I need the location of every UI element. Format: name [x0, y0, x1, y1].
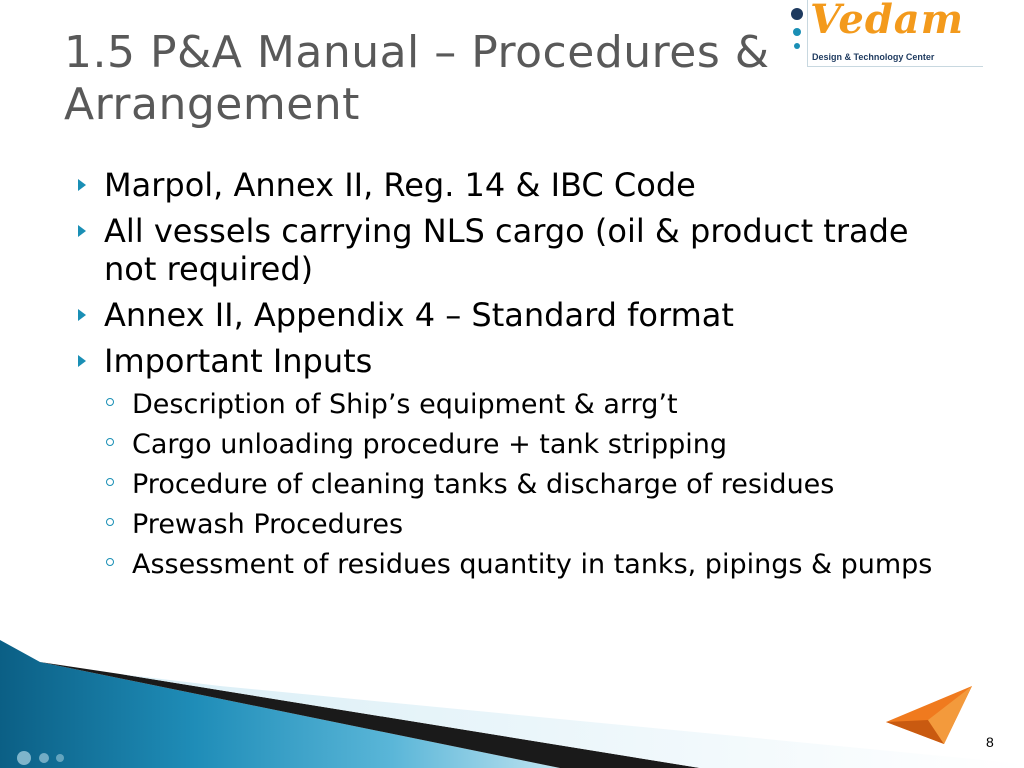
- triangle-bullet-icon: [78, 355, 86, 367]
- sub-bullet-text: Cargo unloading procedure + tank stripping: [132, 429, 728, 460]
- bullet-item: [70, 296, 970, 334]
- bullet-text: Annex II, Appendix 4 – Standard format: [104, 296, 734, 334]
- logo-divider-vertical: [807, 0, 808, 66]
- circle-bullet-icon: [106, 558, 114, 566]
- circle-bullet-icon: [106, 518, 114, 526]
- circle-bullet-icon: [106, 478, 114, 486]
- sub-bullet-item: [70, 428, 970, 462]
- triangle-bullet-icon: [78, 225, 86, 237]
- bullet-list: [70, 166, 970, 588]
- logo-dots-icon: [790, 6, 804, 66]
- sub-bullet-item: [70, 548, 970, 582]
- slide-title: 1.5 P&A Manual – Procedures & Arrangement: [64, 27, 770, 130]
- logo-tagline: Design & Technology Center: [812, 52, 935, 62]
- sub-bullet-item: [70, 388, 970, 422]
- logo-divider-horizontal: [807, 66, 983, 67]
- vedam-logo: [790, 0, 990, 72]
- bullet-text: Important Inputs: [104, 342, 373, 380]
- sub-bullet-text: Description of Ship’s equipment & arrg’t: [132, 389, 678, 420]
- paper-boat-icon: [886, 686, 972, 746]
- bottom-wave-decoration: [0, 640, 1024, 768]
- page-number: 8: [986, 734, 994, 750]
- bullet-item: [70, 342, 970, 380]
- sub-bullet-text: Assessment of residues quantity in tanks, pipings & pumps: [132, 549, 933, 580]
- sub-bullet-text: Procedure of cleaning tanks & discharge of residues: [132, 469, 835, 500]
- circle-bullet-icon: [106, 398, 114, 406]
- sub-bullet-text: Prewash Procedures: [132, 509, 404, 540]
- logo-brand: Vedam: [810, 0, 965, 43]
- triangle-bullet-icon: [78, 179, 86, 191]
- circle-bullet-icon: [106, 438, 114, 446]
- bullet-item: [70, 166, 970, 204]
- bullet-text: All vessels carrying NLS cargo (oil & product trade not required): [104, 212, 909, 288]
- bullet-text: Marpol, Annex II, Reg. 14 & IBC Code: [104, 166, 696, 204]
- sub-bullet-item: [70, 508, 970, 542]
- sub-bullet-item: [70, 468, 970, 502]
- bullet-item: [70, 212, 970, 288]
- triangle-bullet-icon: [78, 309, 86, 321]
